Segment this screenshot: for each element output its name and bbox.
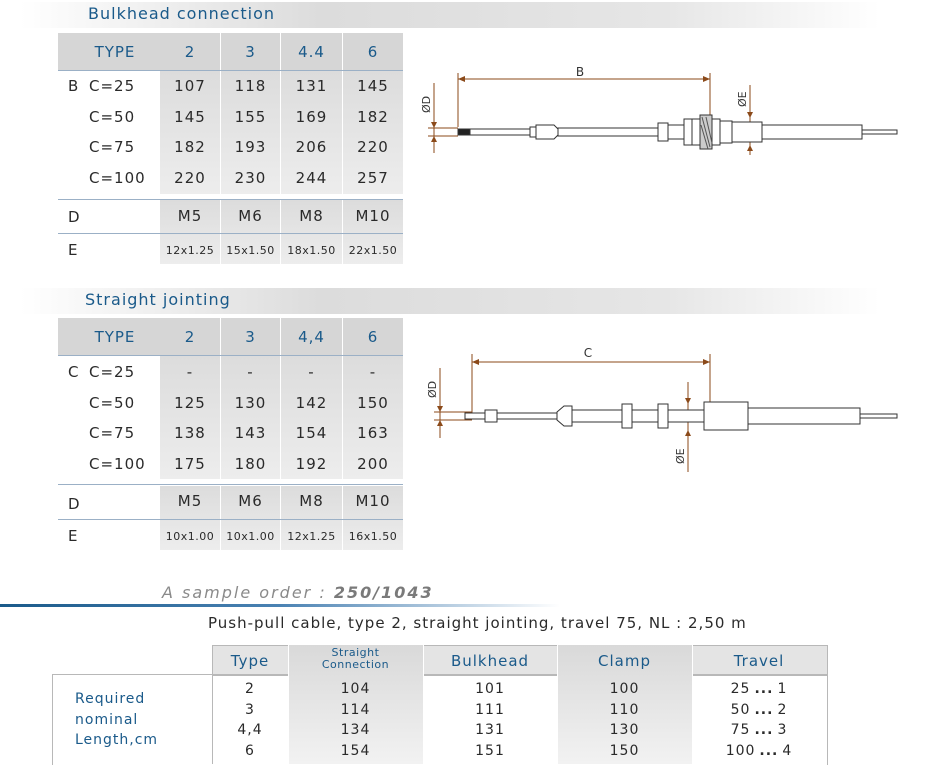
table-row-label: C=75 (89, 424, 136, 442)
straight-group-letter: C (68, 363, 80, 381)
order-row-label (75, 689, 158, 751)
order-title-prefix: A sample order : (162, 583, 327, 602)
bulkhead-d-3: M6 (238, 207, 263, 225)
bulkhead-e-3: 15x1.50 (226, 244, 275, 257)
bulkhead-e-label: E (68, 241, 79, 259)
table-cell: 107 (174, 77, 206, 95)
order-cell-type: 3 (245, 701, 255, 718)
order-travel-index: 2 (777, 701, 788, 718)
order-cell-straight: 114 (340, 701, 371, 718)
order-header-travel: Travel (733, 652, 785, 670)
table-cell: - (186, 363, 194, 381)
order-cell-straight: 134 (340, 722, 371, 738)
order-header-bulkhead: Bulkhead (450, 652, 530, 670)
table-cell: 154 (295, 424, 328, 442)
order-travel-value: 25 (730, 681, 751, 697)
order-cell-bulkhead: 151 (475, 742, 505, 759)
straight-d-2: M5 (177, 492, 203, 510)
table-cell: 155 (234, 107, 267, 126)
order-cell-travel (692, 700, 826, 721)
order-travel-separator: ... (759, 742, 779, 759)
order-cell-clamp: 100 (609, 681, 640, 697)
bulkhead-d-6: M10 (355, 207, 391, 225)
order-header-straight (288, 647, 423, 671)
table-cell: 175 (174, 454, 206, 473)
table-cell: 142 (295, 393, 328, 412)
order-cell-type: 6 (245, 742, 255, 759)
table-row-label: C=50 (89, 393, 136, 412)
straight-e-2: 10x1.00 (165, 530, 215, 543)
table-cell: - (369, 363, 377, 381)
straight-header-44: 4,4 (298, 328, 325, 346)
table-cell: 206 (295, 138, 328, 156)
order-travel-value: 100 (725, 742, 756, 759)
order-cell-straight: 154 (340, 742, 371, 759)
bulkhead-e-44: 18x1.50 (287, 244, 336, 257)
table-cell: 220 (357, 138, 389, 156)
bulkhead-drawing (420, 55, 910, 165)
straight-drawing (420, 340, 910, 480)
order-title (162, 583, 434, 602)
table-row-label: C=25 (89, 77, 136, 95)
order-travel-separator: ... (754, 701, 774, 718)
table-cell: 230 (234, 168, 267, 187)
table-cell: 182 (357, 107, 389, 126)
table-cell: - (247, 363, 254, 381)
bulkhead-title: Bulkhead connection (88, 4, 276, 23)
table-cell: 257 (357, 168, 389, 187)
straight-header-2: 2 (184, 328, 196, 346)
straight-dim-c: C (583, 346, 593, 360)
table-cell: 220 (174, 168, 206, 187)
order-row-label-line3: Length,cm (75, 732, 159, 748)
bulkhead-group-letter: B (68, 77, 80, 95)
straight-header-6: 6 (367, 328, 379, 346)
order-cell-clamp: 110 (609, 701, 640, 718)
table-row-label: C=50 (89, 107, 136, 126)
bulkhead-header-6: 6 (367, 43, 379, 61)
order-divider (0, 604, 560, 607)
bulkhead-e-2: 12x1.25 (165, 244, 215, 257)
bulkhead-header-3: 3 (245, 43, 256, 61)
straight-header-3: 3 (245, 328, 256, 346)
straight-e-6: 16x1.50 (348, 530, 398, 543)
order-cell-bulkhead: 131 (475, 722, 505, 738)
straight-dim-d: ØD (426, 380, 439, 398)
straight-d-label: D (68, 495, 81, 513)
order-cell-type: 4,4 (237, 722, 263, 738)
straight-e-3: 10x1.00 (226, 530, 275, 543)
table-cell: 125 (174, 393, 206, 412)
straight-e-44: 12x1.25 (287, 530, 336, 543)
table-cell: 244 (295, 168, 328, 187)
table-cell: 180 (234, 454, 267, 473)
order-cell-bulkhead: 111 (475, 701, 505, 718)
order-cell-type: 2 (245, 681, 255, 697)
order-row-label-line1: Required (75, 691, 146, 707)
bulkhead-header-2: 2 (184, 43, 196, 61)
order-title-code: 250/1043 (333, 583, 434, 602)
table-cell: 150 (357, 393, 389, 412)
order-travel-value: 75 (730, 722, 751, 738)
order-travel-index: 4 (782, 742, 793, 759)
order-travel-separator: ... (754, 681, 774, 697)
table-cell: 143 (234, 424, 267, 442)
table-cell: 145 (357, 77, 389, 95)
straight-d-44: M8 (299, 492, 324, 510)
order-row-label-line2: nominal (75, 711, 139, 728)
order-header-straight-top: Straight (331, 646, 380, 659)
order-description: Push-pull cable, type 2, straight jointing, travel 75, NL : 2,50 m (208, 614, 747, 632)
table-cell: 192 (295, 454, 328, 473)
straight-d-3: M6 (238, 492, 263, 510)
straight-title: Straight jointing (85, 290, 231, 309)
table-cell: 130 (234, 393, 267, 412)
order-cell-clamp: 150 (609, 742, 640, 759)
order-cell-clamp: 130 (609, 722, 640, 738)
table-row-label: C=100 (89, 454, 146, 473)
table-row-label: C=25 (89, 363, 136, 381)
bulkhead-header-44: 4.4 (298, 43, 325, 61)
bulkhead-d-2: M5 (177, 207, 203, 225)
order-cell-travel (692, 741, 826, 762)
order-cell-bulkhead: 101 (475, 681, 505, 697)
bulkhead-dim-d: ØD (420, 95, 433, 113)
order-travel-separator: ... (754, 722, 774, 738)
order-header-type: Type (230, 652, 270, 670)
table-cell: 169 (295, 107, 328, 126)
bulkhead-d-label: D (68, 208, 81, 226)
order-travel-value: 50 (730, 701, 751, 718)
table-cell: 145 (174, 107, 206, 126)
bulkhead-dim-e: ØE (736, 91, 749, 107)
bulkhead-d-44: M8 (299, 207, 324, 225)
bulkhead-e-6: 22x1.50 (348, 244, 398, 257)
table-cell: - (308, 363, 315, 381)
order-cell-straight: 104 (340, 681, 371, 697)
table-cell: 200 (357, 454, 389, 473)
order-header-straight-bottom: Connection (321, 658, 390, 671)
table-cell: 131 (295, 77, 328, 95)
table-cell: 118 (234, 77, 267, 95)
straight-d-6: M10 (355, 492, 391, 510)
order-travel-index: 1 (777, 681, 788, 697)
order-cell-travel (692, 720, 826, 741)
order-header-clamp: Clamp (598, 652, 651, 670)
table-cell: 163 (357, 424, 389, 442)
straight-header-type: TYPE (94, 328, 136, 346)
straight-dim-e: ØE (674, 448, 687, 464)
table-row-label: C=75 (89, 138, 136, 156)
table-row-label: C=100 (89, 168, 146, 187)
bulkhead-dim-b: B (575, 65, 585, 79)
table-cell: 193 (234, 138, 267, 156)
straight-e-label: E (68, 527, 79, 545)
order-travel-index: 3 (777, 722, 788, 738)
table-cell: 182 (174, 138, 206, 156)
order-cell-travel (692, 679, 826, 700)
table-cell: 138 (174, 424, 206, 442)
bulkhead-header-type: TYPE (94, 43, 136, 61)
